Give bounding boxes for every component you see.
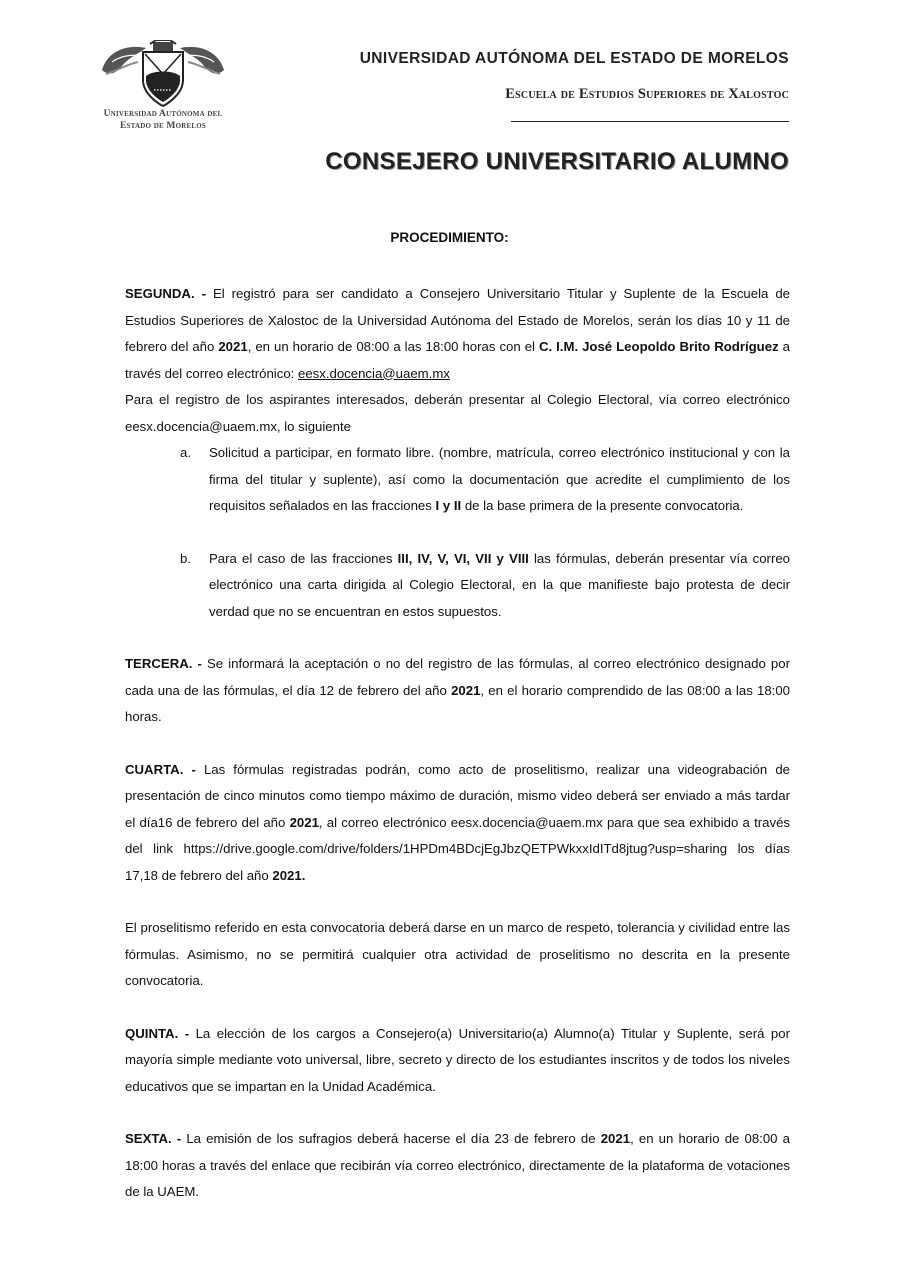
segunda-email-link[interactable]: eesx.docencia@uaem.mx: [297, 365, 450, 381]
sexta-paragraph: [125, 1126, 790, 1206]
spacer: [125, 625, 790, 651]
list-item-label: a.: [180, 445, 191, 460]
segunda-label: SEGUNDA. -: [125, 286, 206, 301]
quinta-paragraph: [125, 1021, 790, 1101]
procedure-heading: PROCEDIMIENTO:: [390, 230, 509, 245]
list-item-text-1: Solicitud a participar, en formato libre. (nombre, matrícula, correo electrónico institucional y con la firma del titular y suplente), así como la documentación que acredite el cumplimiento de los requisitos señalados en las fracciones: [209, 445, 790, 513]
list-item-bold: III, IV, V, VI, VII y VIII: [397, 550, 529, 566]
university-logo: [92, 40, 234, 132]
segunda-registration-paragraph: Para el registro de los aspirantes interesados, deberán presentar al Colegio Electoral, vía correo electrónico eesx.docencia@uaem.mx, lo siguiente: [125, 392, 790, 434]
tercera-text-1: Se informará la aceptación o no del registro de las fórmulas, al correo electrónico designado por cada una de las fórmulas, el día 12 de febrero del año: [125, 656, 790, 698]
list-item: [125, 546, 790, 626]
tercera-text-2: , en el horario comprendido de las 08:00 a las 18:00 horas.: [125, 682, 790, 724]
proselitismo-paragraph: El proselitismo referido en esta convocatoria deberá darse en un marco de respeto, tolerancia y civilidad entre las fórmulas. Asimismo, no se permitirá cualquier otra actividad de proselitismo no descrita en la presente convocatoria.: [125, 920, 790, 988]
cuarta-text-1: Las fórmulas registradas podrán, como acto de proselitismo, realizar una videograbación de presentación de cinco minutos como tiempo máximo de duración, mismo video deberá ser enviado a más tardar el día16 de febrero del año: [125, 761, 790, 830]
list-item-label: b.: [180, 550, 191, 566]
segunda-text-1: El registró para ser candidato a Consejero Universitario Titular y Suplente de la Escuela de Estudios Superiores de Xalostoc de la Universidad Autónoma del Estado de Morelos, serán los días 10 y 11 de febrero del año: [125, 286, 790, 354]
header-divider: [511, 121, 789, 122]
tercera-label: TERCERA. -: [125, 656, 202, 671]
segunda-year: 2021: [218, 339, 248, 354]
cuarta-text-2: , al correo electrónico eesx.docencia@uaem.mx para que sea exhibido a través del link https://drive.google.com/drive/folders/1HPDm4BDcjEgJbzQETPWkxxIdITd8jtug?usp=sharing los días 17,18 de febrero del año: [125, 814, 790, 883]
list-item-text-1: Para el caso de las fracciones: [209, 550, 398, 566]
logo-text-line1: Universidad Autónoma del: [103, 109, 223, 119]
document-title: CONSEJERO UNIVERSITARIO ALUMNO: [325, 148, 789, 175]
list-item: [125, 440, 790, 520]
cuarta-label: CUARTA. -: [125, 761, 196, 777]
document-body: [125, 281, 790, 1206]
segunda-text-2: , en un horario de 08:00 a las 18:00 horas con el: [247, 339, 539, 354]
logo-text-line2: Estado de Morelos: [120, 121, 206, 131]
spacer: [125, 731, 790, 757]
list-item-text-2: las fórmulas, deberán presentar vía correo electrónico una carta dirigida al Colegio Electoral, en la que manifieste bajo protesta de decir verdad que no se encuentran en estos supuestos.: [209, 550, 791, 619]
spacer: [125, 889, 790, 915]
university-crest-icon: [98, 40, 228, 108]
tercera-year: 2021: [451, 682, 481, 698]
spacer: [125, 995, 790, 1021]
list-item-text-2: de la base primera de la presente convocatoria.: [461, 498, 744, 513]
sexta-year: 2021: [600, 1131, 631, 1146]
sexta-text-1: La emisión de los sufragios deberá hacerse el día 23 de febrero de: [181, 1131, 601, 1146]
quinta-label: QUINTA. -: [125, 1025, 190, 1041]
university-name: UNIVERSIDAD AUTÓNOMA DEL ESTADO DE MORELOS: [359, 50, 789, 67]
sexta-label: SEXTA. -: [125, 1131, 182, 1146]
segunda-text-3: a través del correo electrónico:: [125, 339, 790, 381]
sexta-text-2: , en un horario de 08:00 a 18:00 horas a través del enlace que recibirán vía correo electrónico, directamente de la plataforma de votaciones de la UAEM.: [125, 1131, 790, 1199]
tercera-paragraph: [125, 651, 790, 731]
cuarta-paragraph: [125, 757, 790, 890]
segunda-paragraph: [125, 281, 790, 387]
segunda-person: C. I.M. José Leopoldo Brito Rodríguez: [538, 339, 779, 354]
list-item-bold: I y II: [435, 498, 462, 513]
list-spacer: [125, 520, 790, 546]
cuarta-year: 2021: [289, 814, 319, 830]
requirements-list: [125, 440, 790, 625]
spacer: [125, 1100, 790, 1126]
cuarta-year-2: 2021.: [272, 867, 306, 883]
quinta-text-1: La elección de los cargos a Consejero(a) Universitario(a) Alumno(a) Titular y Suplente, será por mayoría simple mediante voto universal, libre, secreto y directo de los estudiantes inscritos y de todos los niveles educativos que se impartan en la Unidad Académica.: [125, 1025, 790, 1094]
school-name: Escuela de Estudios Superiores de Xalostoc: [505, 86, 789, 102]
